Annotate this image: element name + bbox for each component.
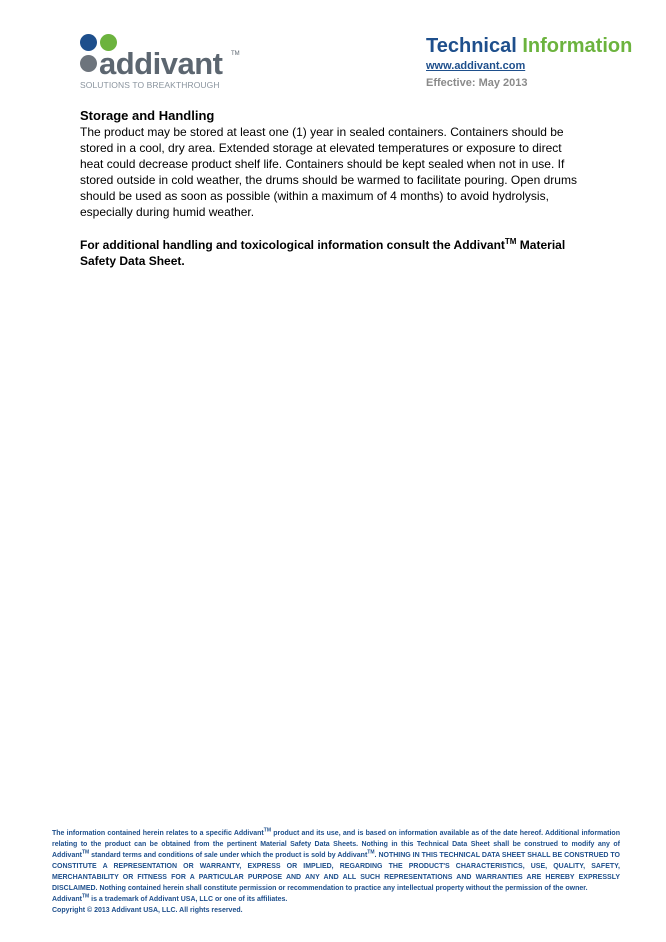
footer-disclaimer bbox=[52, 828, 620, 916]
disclaimer-tm-3: TM bbox=[367, 849, 375, 856]
note-trademark: TM bbox=[504, 237, 517, 246]
logo-gray-dot bbox=[80, 55, 97, 72]
title-technical: Technical bbox=[426, 35, 517, 57]
trademark-tm: TM bbox=[81, 893, 90, 900]
disclaimer-text bbox=[52, 828, 620, 894]
section-title: Storage and Handling bbox=[80, 108, 215, 123]
disclaimer-tm-2: TM bbox=[81, 849, 90, 856]
note-text-end: Material Safety Data Sheet. bbox=[80, 238, 566, 268]
trademark-text: is a trademark of Addivant USA, LLC or one of its affiliates. bbox=[89, 896, 288, 903]
disclaimer-part-2: product and its use, and is based on information available as of the date hereof. Additional information relating to the product can be obtained from the pertinent Material Safety Data Sheets. Nothing in this Technical Data Sheet shall be construed to modify any of Addivant bbox=[52, 830, 620, 859]
title-information: Information bbox=[522, 35, 633, 57]
trademark-line bbox=[52, 894, 620, 905]
logo-tagline: SOLUTIONS TO BREAKTHROUGH bbox=[80, 80, 220, 90]
handling-note bbox=[80, 237, 585, 269]
disclaimer-part-1: The information contained herein relates to a specific Addivant bbox=[52, 830, 264, 837]
website-link[interactable]: www.addivant.com bbox=[426, 60, 526, 72]
effective-date: Effective: May 2013 bbox=[426, 77, 528, 89]
logo-trademark: TM bbox=[231, 51, 240, 57]
storage-paragraph: The product may be stored at least one (1) year in sealed containers. Containers should be stored in a cool, dry area. Extended storage at elevated temperatures or exposure to direct heat could decrease product shelf life. Containers should be kept sealed when not in use. If stored outside in cold weather, the drums should be warmed to facilitate pouring. Open drums should be used as soon as possible (within a maximum of 4 months) to avoid hydrolysis, especially during humid weather. bbox=[80, 125, 577, 219]
disclaimer-part-3: standard terms and conditions of sale under which the product is sold by Addivant bbox=[89, 852, 368, 859]
document-title bbox=[426, 36, 632, 56]
trademark-brand: Addivant bbox=[52, 896, 82, 903]
copyright-line: Copyright © 2013 Addivant USA, LLC. All rights reserved. bbox=[52, 907, 243, 914]
addivant-logo bbox=[80, 34, 250, 90]
disclaimer-part-4: . NOTHING IN THIS TECHNICAL DATA SHEET SHALL BE CONSTRUED TO CONSTITUTE A REPRESENTATION OR WARRANTY, EXPRESS OR IMPLIED, REGARDING THE PRODUCT'S CHARACTERISTICS, USE, QUALITY, SAFETY, MERCHANTABILITY OR FITNESS FOR A PARTICULAR PURPOSE AND ANY AND ALL SUCH REPRESENTATIONS AND WARRANTIES ARE HEREBY EXPRESSLY DISCLAIMED. Nothing contained herein shall constitute permission or recommendation to practice any intellectual property without the permission of the owner. bbox=[52, 852, 620, 892]
disclaimer-tm-1: TM bbox=[263, 827, 271, 834]
note-text: For additional handling and toxicological information consult the Addivant bbox=[80, 238, 505, 252]
logo-wordmark: addivant bbox=[99, 46, 223, 81]
logo-blue-dot bbox=[80, 34, 97, 51]
main-content bbox=[80, 108, 585, 281]
document-header bbox=[426, 36, 632, 89]
